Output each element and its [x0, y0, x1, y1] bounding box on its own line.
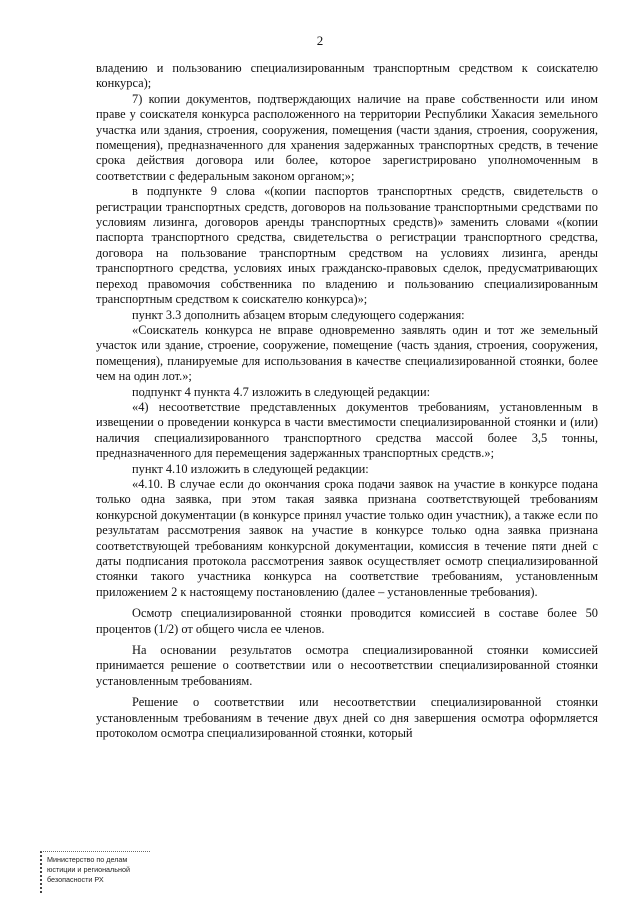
document-body [96, 61, 598, 741]
paragraph-12: Решение о соответствии или несоответствии специализированной стоянки установленным требованиям в течение двух дней со дня завершения осмотра оформляется протоколом осмотра специализированной стоянки, который [96, 695, 598, 741]
paragraph-11: На основании результатов осмотра специализированной стоянки комиссией принимается решение о соответствии или о несоответствии специализированной стоянки установленным требованиям. [96, 643, 598, 688]
paragraph-5: «Соискатель конкурса не вправе одновременно заявлять один и тот же земельный участок или здание, строение, сооружение, помещение (часть здания, строения, сооружения, помещения), планируемые для использования в качестве специализированной стоянки, более чем на один лот.»; [96, 322, 598, 384]
paragraph-4: пункт 3.3 дополнить абзацем вторым следующего содержания: [132, 307, 465, 322]
paragraph-6: подпункт 4 пункта 4.7 изложить в следующей редакции: [132, 384, 431, 399]
paragraph-2: 7) копии документов, подтверждающих наличие на праве собственности или ином праве у соискателя конкурса расположенного на территории Республики Хакасия земельного участка или здания, строения, сооружения, помещения (части здания, строения, сооружения, помещения), предназначенного для хранения задержанных транспортных средств, в течение срока действия договора или более, которое зарегистрировано уполномоченным в соответствии с федеральным законом органом;»; [96, 91, 598, 183]
ministry-stamp [40, 851, 150, 893]
paragraph-10: Осмотр специализированной стоянки проводится комиссией в составе более 50 процентов (1/2) от общего числа ее членов. [96, 606, 598, 636]
paragraph-3: в подпункте 9 слова «(копии паспортов транспортных средств, свидетельств о регистрации транспортных средств, договоров на пользование транспортными средствами по условиям лизинга, договоров аренды транспортных средств)» заменить словами «(копии паспорта транспортного средства, свидетельства о регистрации транспортного средства, договора на пользование транспортным средством на условиях лизинга, аренды транспортного средства, условиях иных гражданско-правовых сделок, предусматривающих переход правомочия собственника по владению и пользованию специализированным транспортным средством к соискателю конкурса)»; [96, 184, 598, 307]
stamp-line-3: безопасности РХ [47, 875, 104, 884]
paragraph-1: владению и пользованию специализированным транспортным средством к соискателю конкурса); [96, 61, 598, 91]
paragraph-8: пункт 4.10 изложить в следующей редакции: [132, 461, 369, 476]
stamp-line-1: Министерство по делам [47, 855, 128, 864]
page-number: 2 [316, 33, 324, 48]
paragraph-9: «4.10. В случае если до окончания срока подачи заявок на участие в конкурсе подана только одна заявка, при этом такая заявка признана соответствующей требованиям конкурсной документации (в конкурсе принял участие только один участник), а также если по результатам рассмотрения заявок на участие в конкурсе только одна заявка признана соответствующей требованиям конкурсной документации, комиссия в течение пяти дней с даты подписания протокола рассмотрения заявок осуществляет осмотр специализированной стоянки такого участника конкурса на соответствие требованиям, установленным приложением 2 к настоящему постановлению (далее – установленные требования). [96, 476, 598, 599]
paragraph-7: «4) несоответствие представленных документов требованиям, установленным в извещении о проведении конкурса в части вместимости специализированной стоянки и (или) наличия специализированного транспортного средства массой более 3,5 тонны, предназначенного для перемещения задержанных транспортных средств.»; [96, 399, 598, 461]
stamp-line-2: юстиции и региональной [47, 865, 130, 874]
